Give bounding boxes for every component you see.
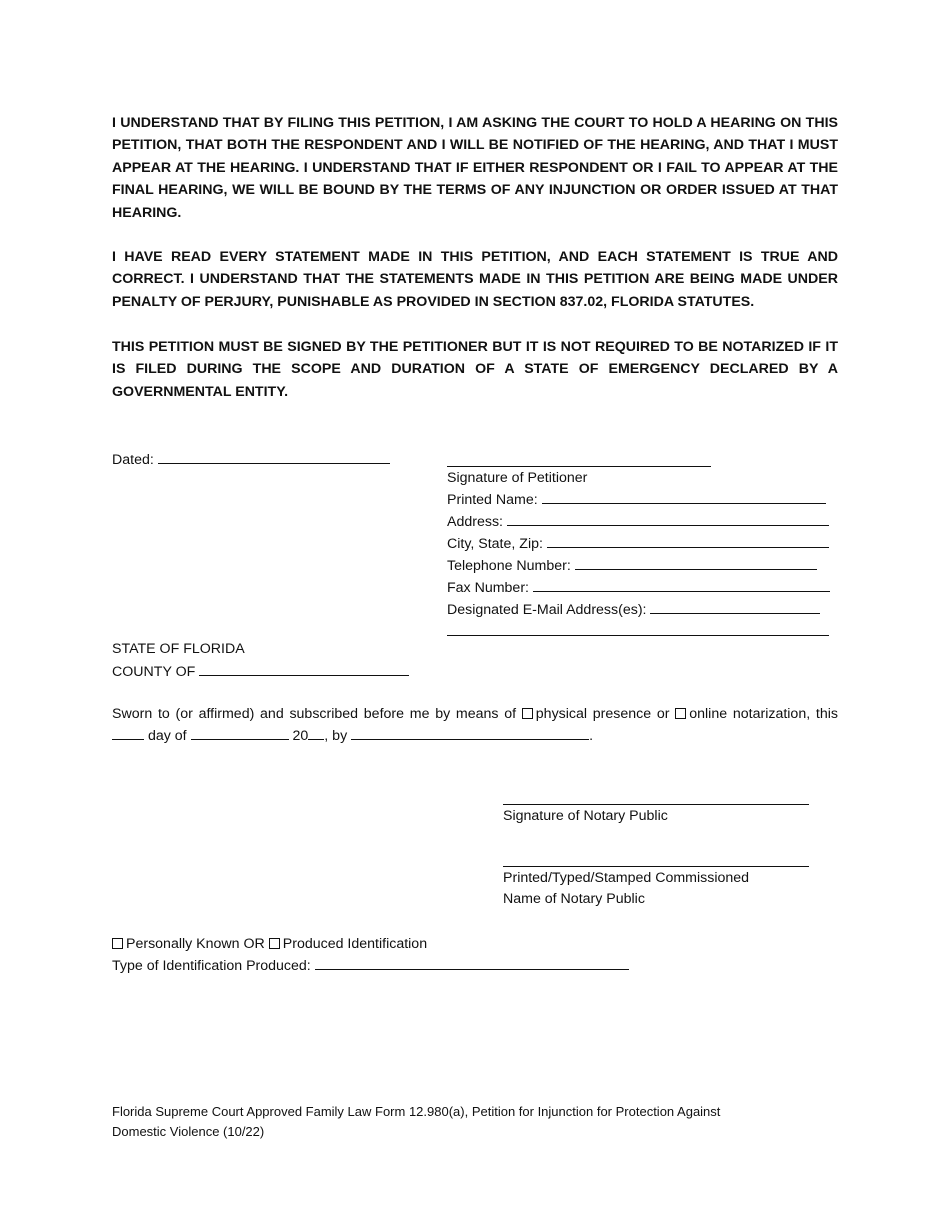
dated-label: Dated: xyxy=(112,452,154,468)
city-state-zip-label: City, State, Zip: xyxy=(447,536,543,552)
address-label: Address: xyxy=(447,514,503,530)
personally-known-label: Personally Known OR xyxy=(126,936,265,952)
by-label: , by xyxy=(324,728,348,744)
identification-type-label: Type of Identification Produced: xyxy=(112,958,311,974)
affiant-name-field[interactable] xyxy=(351,725,589,740)
email-label: Designated E-Mail Address(es): xyxy=(447,602,647,618)
printed-name-label: Printed Name: xyxy=(447,492,538,508)
physical-presence-checkbox[interactable] xyxy=(522,708,533,719)
county-label: COUNTY OF xyxy=(112,664,196,680)
personally-known-checkbox[interactable] xyxy=(112,938,123,949)
identification-type-field[interactable] xyxy=(315,955,629,970)
day-field[interactable] xyxy=(112,725,144,740)
email-field[interactable] xyxy=(650,599,820,614)
hearing-statement: I UNDERSTAND THAT BY FILING THIS PETITION, I AM ASKING THE COURT TO HOLD A HEARING ON THIS PETITION, THAT BOTH THE RESPONDENT AND I WILL BE NOTIFIED OF THE HEARING, AND THAT I MUST APPEAR AT THE HEARING. I UNDERSTAND THAT IF EITHER RESPONDENT OR I FAIL TO APPEAR AT THE FINAL HEARING, WE WILL BE BOUND BY THE TERMS OF ANY INJUNCTION OR ORDER ISSUED AT THAT HEARING. xyxy=(112,115,838,221)
day-of-label: day of xyxy=(147,728,187,744)
sworn-or: or xyxy=(656,706,670,722)
state-label: STATE OF FLORIDA xyxy=(112,641,245,657)
dated-field[interactable] xyxy=(158,449,390,464)
identification-type-row xyxy=(112,955,629,977)
sworn-intro: Sworn to (or affirmed) and subscribed before me by means of xyxy=(112,706,517,722)
petitioner-signature-label: Signature of Petitioner xyxy=(447,470,588,486)
county-field[interactable] xyxy=(199,661,409,676)
year-field[interactable] xyxy=(308,725,324,740)
physical-presence-label: physical presence xyxy=(535,706,652,722)
notarization-statement: THIS PETITION MUST BE SIGNED BY THE PETITIONER BUT IT IS NOT REQUIRED TO BE NOTARIZED IF IT IS FILED DURING THE SCOPE AND DURATION OF A STATE OF EMERGENCY DECLARED BY A GOVERNMENTAL ENTITY. xyxy=(112,339,838,400)
produced-identification-label: Produced Identification xyxy=(282,936,428,952)
notary-signature-field[interactable] xyxy=(503,790,809,805)
notary-signature-block xyxy=(503,790,809,827)
telephone-field[interactable] xyxy=(575,555,817,570)
month-field[interactable] xyxy=(191,725,289,740)
printed-name-field[interactable] xyxy=(542,489,826,504)
perjury-statement: I HAVE READ EVERY STATEMENT MADE IN THIS PETITION, AND EACH STATEMENT IS TRUE AND CORRECT. I UNDERSTAND THAT THE STATEMENTS MADE IN THIS PETITION ARE BEING MADE UNDER PENALTY OF PERJURY, PUNISHABLE AS PROVIDED IN SECTION 837.02, FLORIDA STATUTES. xyxy=(112,249,838,310)
notary-name-label-line2: Name of Notary Public xyxy=(503,891,645,907)
telephone-label: Telephone Number: xyxy=(447,558,571,574)
city-state-zip-field[interactable] xyxy=(547,533,829,548)
address-field[interactable] xyxy=(507,511,829,526)
petitioner-block xyxy=(447,452,830,643)
notary-signature-label: Signature of Notary Public xyxy=(503,808,668,824)
notary-name-block xyxy=(503,852,809,910)
notarization-this-label: notarization, this xyxy=(732,706,838,722)
identification-options xyxy=(112,934,427,955)
online-label: online xyxy=(689,706,728,722)
dated-row xyxy=(112,449,390,471)
sworn-period: . xyxy=(589,728,594,744)
notary-name-field[interactable] xyxy=(503,852,809,867)
produced-identification-checkbox[interactable] xyxy=(269,938,280,949)
sworn-statement xyxy=(112,704,838,747)
footer-line2: Domestic Violence (10/22) xyxy=(112,1124,265,1139)
year-prefix: 20 xyxy=(292,728,309,744)
email-field-continued[interactable] xyxy=(447,621,829,636)
petitioner-signature-field[interactable] xyxy=(447,452,711,467)
online-notarization-checkbox[interactable] xyxy=(675,708,686,719)
footer-line1: Florida Supreme Court Approved Family Law Form 12.980(a), Petition for Injunction for Protection Against xyxy=(112,1104,721,1119)
notary-name-label-line1: Printed/Typed/Stamped Commissioned xyxy=(503,870,750,886)
form-footer xyxy=(112,1102,812,1142)
fax-field[interactable] xyxy=(533,577,830,592)
fax-label: Fax Number: xyxy=(447,580,529,596)
county-row xyxy=(112,661,409,683)
